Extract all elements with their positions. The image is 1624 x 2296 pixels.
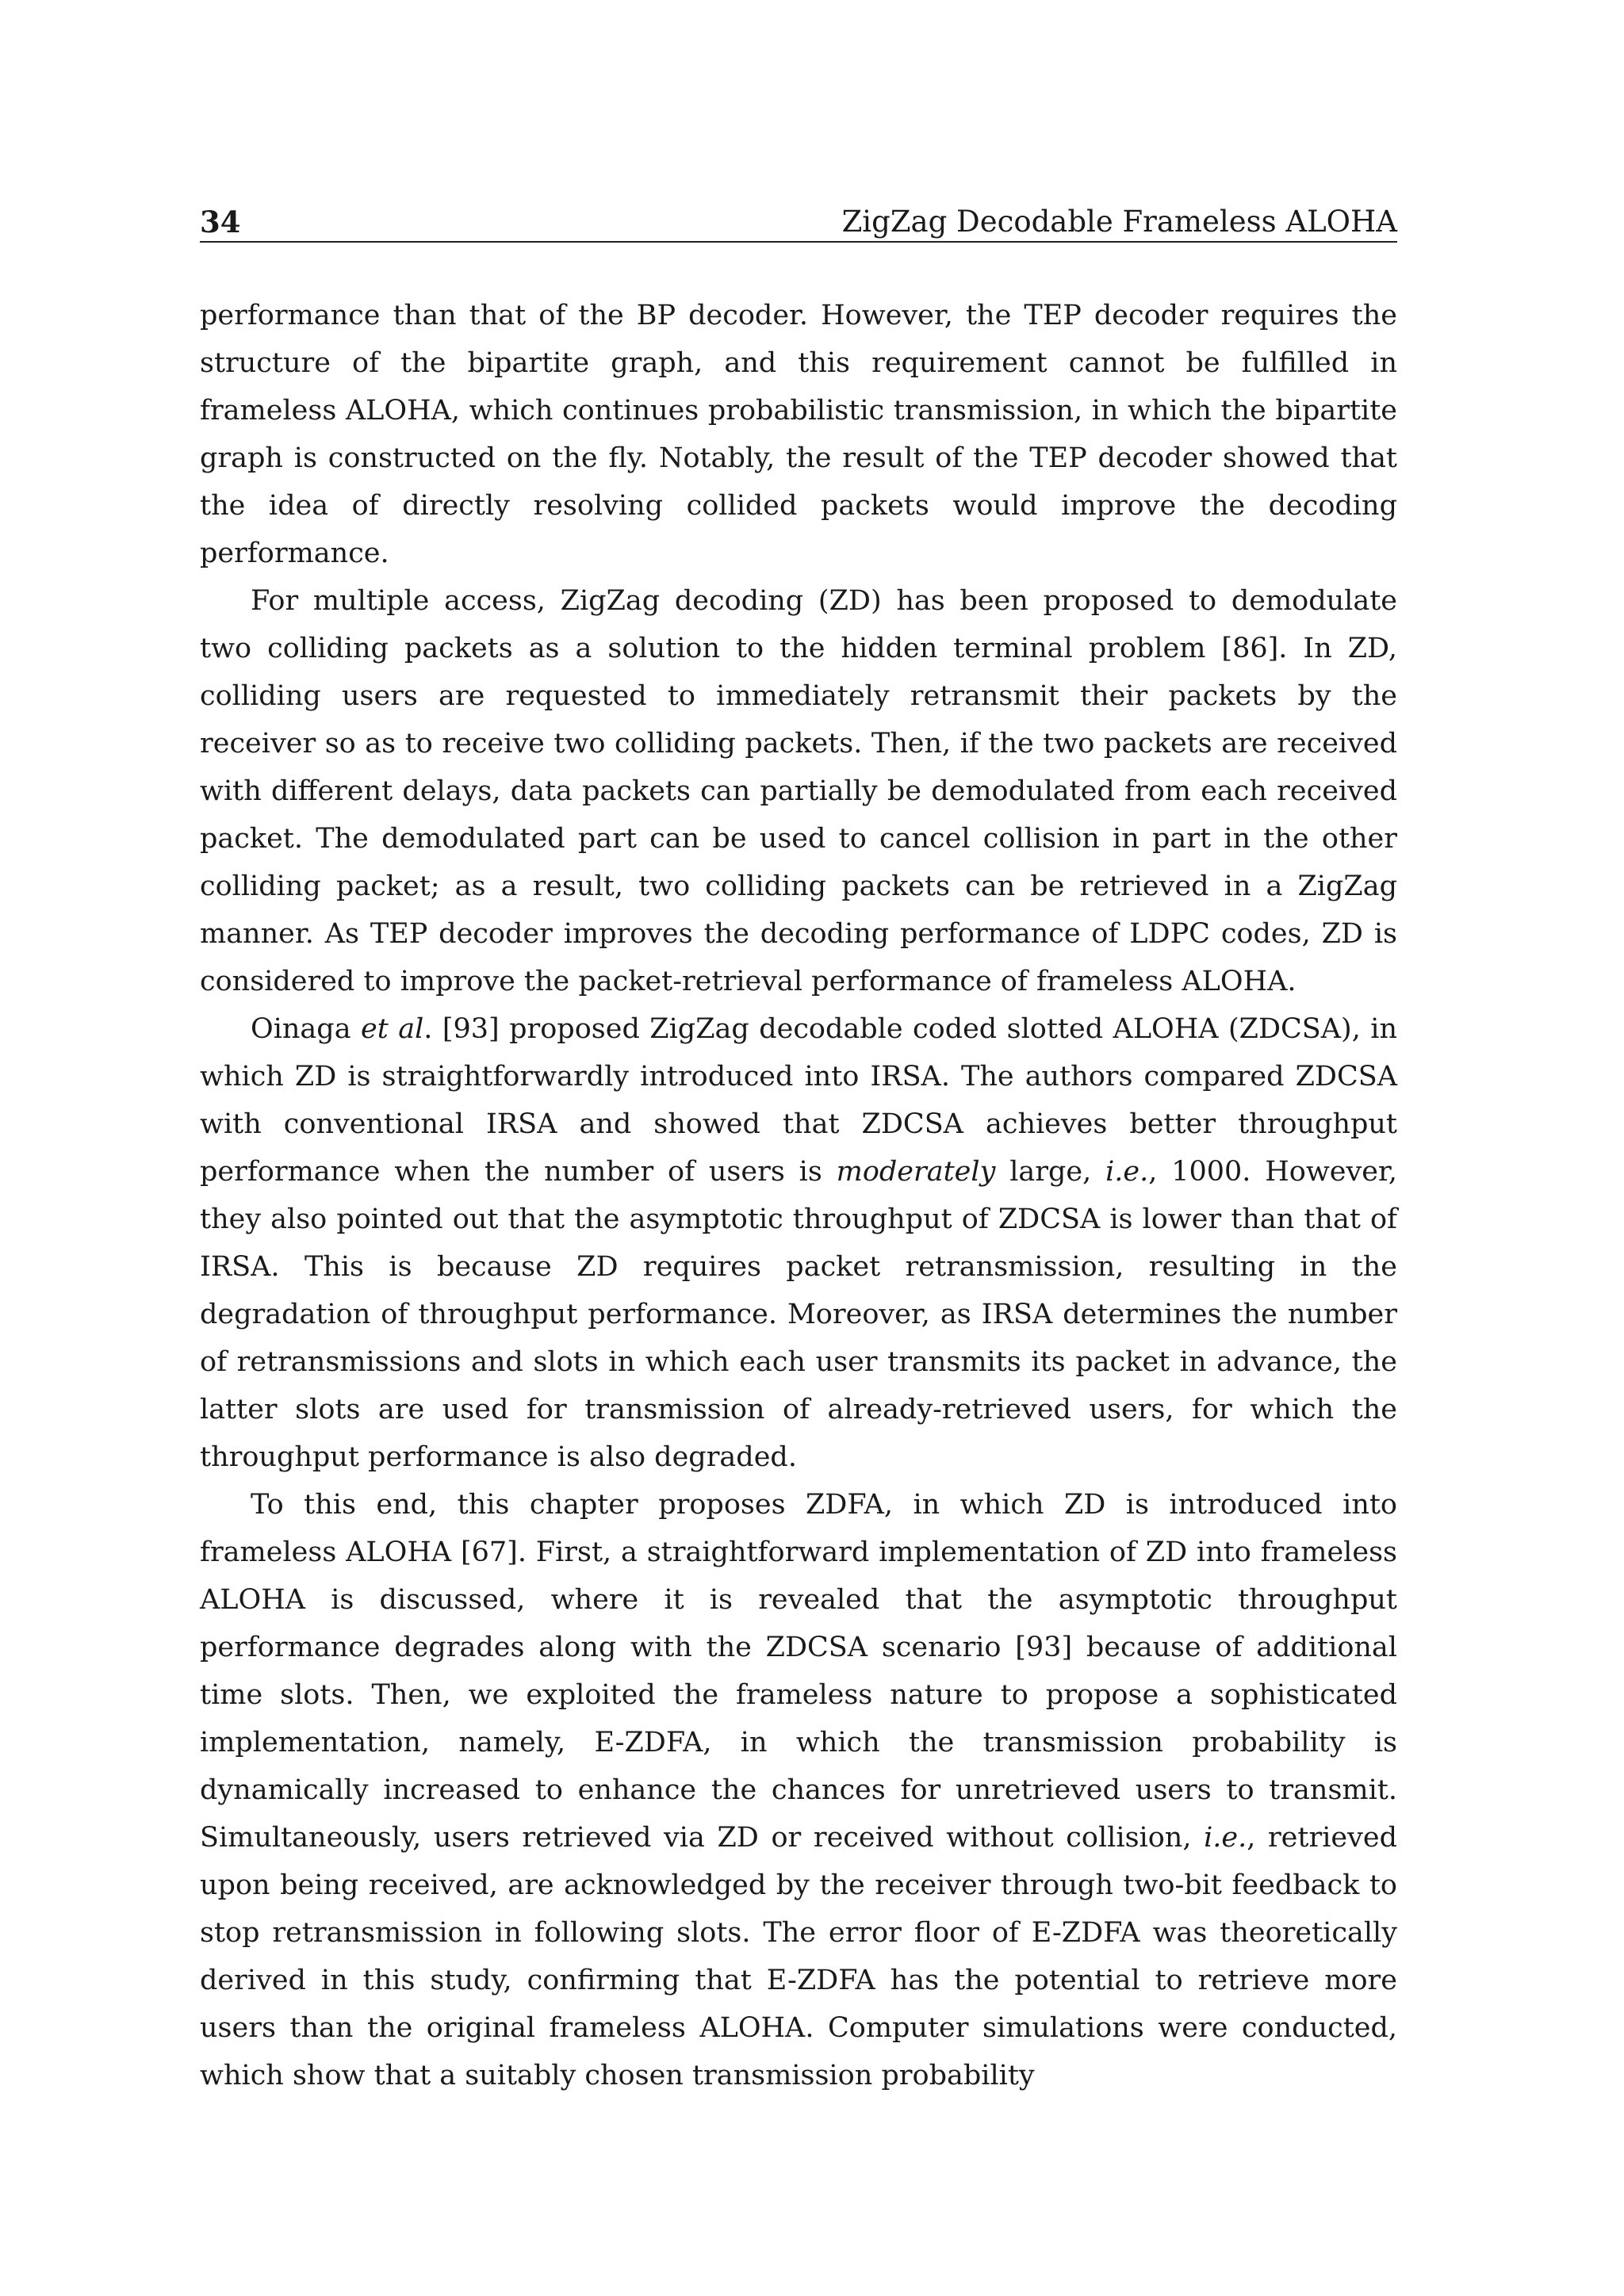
paragraph-3-emphasis: et al (361, 1013, 424, 1045)
page-number: 34 (200, 205, 241, 239)
paragraph-3-emphasis: i.e. (1105, 1156, 1149, 1188)
paragraph-3-text: Oinaga (251, 1013, 361, 1045)
paragraph-3-emphasis: moderately (836, 1156, 996, 1188)
paragraph-3-text: . [93] proposed ZigZag decodable coded slotted ALOHA (ZDCSA), in which ZD is straightforwardly introduced into IRSA. The authors compared ZDCSA with conventional IRSA and showed that ZDCSA achieves better throughput performance when the number of users is (200, 1013, 1397, 1188)
paragraph-3-text: , 1000. However, they also pointed out that the asymptotic throughput of ZDCSA is lower than that of IRSA. This is because ZD requires packet retransmission, resulting in the degradation of throughput performance. Moreover, as IRSA determines the number of retransmissions and slots in which each user transmits its packet in advance, the latter slots are used for transmission of already-retrieved users, for which the throughput performance is also degraded. (200, 1156, 1397, 1473)
running-title: ZigZag Decodable Frameless ALOHA (841, 205, 1397, 239)
paragraph-4-emphasis: i.e. (1204, 1822, 1247, 1854)
paragraph-3 (200, 1005, 1397, 1481)
paragraph-4-text: , retrieved upon being received, are acknowledged by the receiver through two-bit feedback to stop retransmission in following slots. The error floor of E-ZDFA was theoretically derived in this study, confirming that E-ZDFA has the potential to retrieve more users than the original frameless ALOHA. Computer simulations were conducted, which show that a suitably chosen transmission probability (200, 1822, 1397, 2091)
paragraph-1: performance than that of the BP decoder. However, the TEP decoder requires the structure of the bipartite graph, and this requirement cannot be fulfilled in frameless ALOHA, which continues probabilistic transmission, in which the bipartite graph is constructed on the fly. Notably, the result of the TEP decoder showed that the idea of directly resolving collided packets would improve the decoding performance. (200, 300, 1397, 569)
paragraph-4 (200, 1481, 1397, 2099)
page-header (200, 197, 1397, 243)
body-text (200, 292, 1397, 2099)
paragraph-2: For multiple access, ZigZag decoding (ZD) has been proposed to demodulate two colliding packets as a solution to the hidden terminal problem [86]. In ZD, colliding users are requested to immediately retransmit their packets by the receiver so as to receive two colliding packets. Then, if the two packets are received with different delays, data packets can partially be demodulated from each received packet. The demodulated part can be used to cancel collision in part in the other colliding packet; as a result, two colliding packets can be retrieved in a ZigZag manner. As TEP decoder improves the decoding performance of LDPC codes, ZD is considered to improve the packet-retrieval performance of frameless ALOHA. (200, 585, 1397, 997)
paragraph-4-text: To this end, this chapter proposes ZDFA, in which ZD is introduced into frameless ALOHA [67]. First, a straightforward implementation of ZD into frameless ALOHA is discussed, where it is revealed that the asymptotic throughput performance degrades along with the ZDCSA scenario [93] because of additional time slots. Then, we exploited the frameless nature to propose a sophisticated implementation, namely, E-ZDFA, in which the transmission probability is dynamically increased to enhance the chances for unretrieved users to transmit. Simultaneously, users retrieved via ZD or received without collision, (200, 1489, 1397, 1854)
paragraph-3-text: large, (995, 1156, 1106, 1188)
